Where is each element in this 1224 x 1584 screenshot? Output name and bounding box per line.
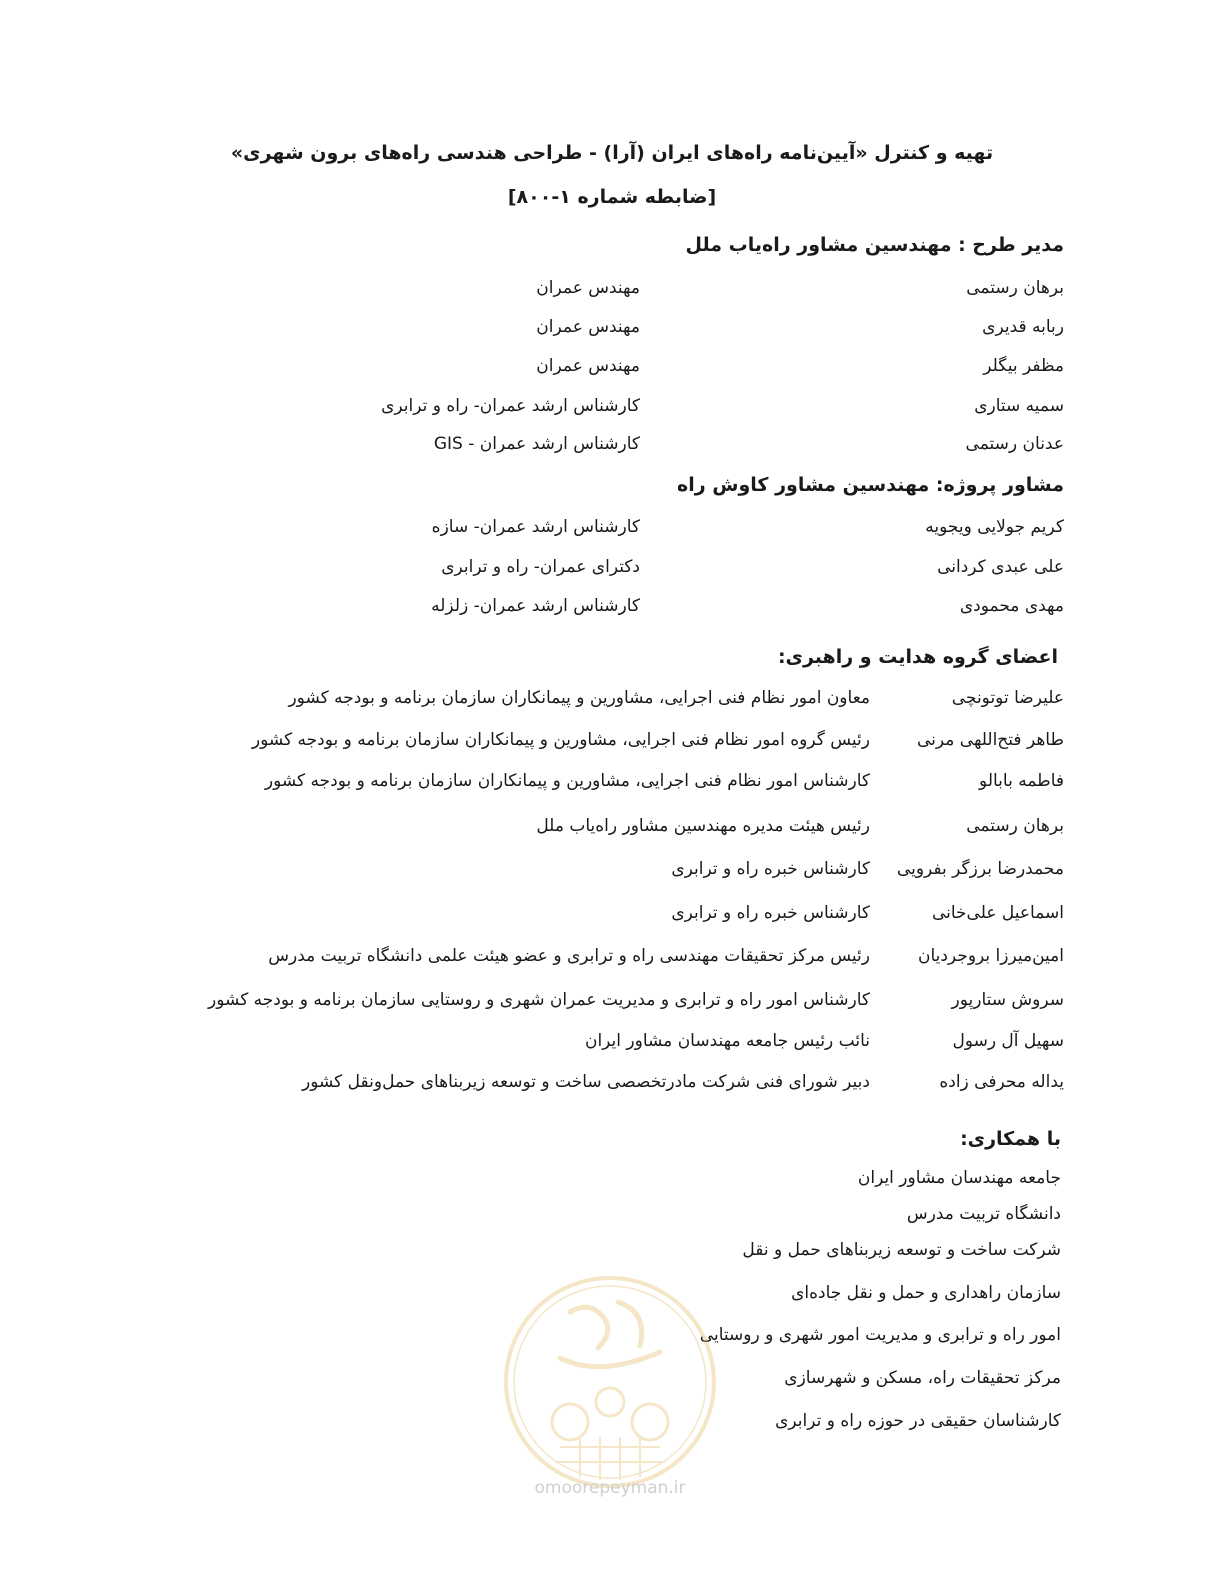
cooperation-item: دانشگاه تربیت مدرس (906, 1204, 1061, 1224)
document-title: تهیه و کنترل «آیین‌نامه راه‌های ایران (آرا) - طراحی هندسی راه‌های برون شهری» (230, 142, 994, 164)
member-name: مظفر بیگلر (983, 356, 1064, 376)
watermark-url: omoorepeyman.ir (534, 1478, 686, 1498)
member-name: سمیه ستاری (974, 396, 1064, 416)
member-role: کارشناس خبره راه و ترابری (671, 903, 870, 923)
member-role: کارشناس خبره راه و ترابری (671, 859, 870, 879)
steering-row (160, 1031, 1064, 1061)
member-role: رئیس مرکز تحقیقات مهندسی راه و ترابری و عضو هیئت علمی دانشگاه تربیت مدرس (268, 946, 870, 966)
consultant-heading: مشاور پروژه: مهندسین مشاور کاوش راه (676, 474, 1064, 496)
member-name: اسماعیل علی‌خانی (931, 903, 1064, 923)
consultant-row (160, 517, 1064, 547)
steering-row (160, 688, 1064, 718)
member-role: رئیس هیئت مدیره مهندسین مشاور راه‌یاب ملل (536, 816, 870, 836)
member-role: دکترای عمران- راه و ترابری (441, 557, 640, 577)
consultant-row (160, 596, 1064, 626)
steering-row (160, 771, 1064, 801)
member-name: سهیل آل رسول (952, 1031, 1064, 1051)
member-name: علیرضا توتونچی (951, 688, 1064, 708)
steering-row (160, 816, 1064, 846)
member-role: مهندس عمران (536, 356, 640, 376)
steering-row (160, 859, 1064, 889)
consultant-row (160, 557, 1064, 587)
member-name: ربابه قدیری (982, 317, 1064, 337)
member-name: یداله محرفی زاده (939, 1072, 1064, 1092)
member-role: رئیس گروه امور نظام فنی اجرایی، مشاورین و پیمانکاران سازمان برنامه و بودجه کشور (251, 730, 870, 750)
member-role: مهندس عمران (536, 317, 640, 337)
member-role: کارشناس ارشد عمران - GIS (433, 434, 640, 454)
steering-row (160, 946, 1064, 976)
member-name: امین‌میرزا بروجردیان (917, 946, 1064, 966)
member-name: برهان رستمی (966, 816, 1064, 836)
member-role: کارشناس امور نظام فنی اجرایی، مشاورین و پیمانکاران سازمان برنامه و بودجه کشور (264, 771, 870, 791)
steering-row (160, 1072, 1064, 1102)
member-role: معاون امور نظام فنی اجرایی، مشاورین و پیمانکاران سازمان برنامه و بودجه کشور (288, 688, 870, 708)
member-name: علی عبدی کردانی (937, 557, 1064, 577)
member-name: محمدرضا برزگر بفرویی (896, 859, 1064, 879)
manager-row (160, 356, 1064, 386)
manager-heading: مدیر طرح : مهندسین مشاور راه‌یاب ملل (685, 234, 1064, 256)
member-name: سروش ستارپور (951, 990, 1064, 1010)
steering-heading: اعضای گروه هدایت و راهبری: (777, 646, 1058, 668)
member-name: طاهر فتح‌اللهی مرنی (916, 730, 1064, 750)
member-role: کارشناس امور راه و ترابری و مدیریت عمران شهری و روستایی سازمان برنامه و بودجه کشور (208, 990, 870, 1010)
cooperation-item: کارشناسان حقیقی در حوزه راه و ترابری (775, 1411, 1061, 1431)
cooperation-heading: با همکاری: (960, 1128, 1061, 1150)
member-role: کارشناس ارشد عمران- زلزله (431, 596, 640, 616)
member-name: کریم جولایی ویجویه (925, 517, 1064, 537)
member-role: کارشناس ارشد عمران- سازه (431, 517, 640, 537)
cooperation-item: جامعه مهندسان مشاور ایران (857, 1168, 1061, 1188)
manager-row (160, 396, 1064, 426)
manager-row (160, 317, 1064, 347)
cooperation-item: سازمان راهداری و حمل و نقل جاده‌ای (791, 1283, 1061, 1303)
member-role: کارشناس ارشد عمران- راه و ترابری (381, 396, 640, 416)
manager-row (160, 434, 1064, 464)
member-name: برهان رستمی (966, 278, 1064, 298)
cooperation-item: امور راه و ترابری و مدیریت امور شهری و روستایی (699, 1325, 1061, 1345)
member-role: دبیر شورای فنی شرکت مادرتخصصی ساخت و توسعه زیربناهای حمل‌ونقل کشور (302, 1072, 870, 1092)
member-name: عدنان رستمی (965, 434, 1064, 454)
member-role: مهندس عمران (536, 278, 640, 298)
manager-row (160, 278, 1064, 308)
cooperation-item: مرکز تحقیقات راه، مسکن و شهرسازی (784, 1368, 1061, 1388)
steering-row (160, 990, 1064, 1020)
steering-row (160, 730, 1064, 760)
cooperation-item: شرکت ساخت و توسعه زیربناهای حمل و نقل (742, 1240, 1061, 1260)
member-name: فاطمه بابالو (979, 771, 1064, 791)
member-role: نائب رئیس جامعه مهندسان مشاور ایران (584, 1031, 870, 1051)
steering-row (160, 903, 1064, 933)
document-code: [ضابطه شماره ۱-۸۰۰] (507, 186, 717, 208)
member-name: مهدی محمودی (959, 596, 1064, 616)
watermark-seal-icon (500, 1272, 720, 1492)
